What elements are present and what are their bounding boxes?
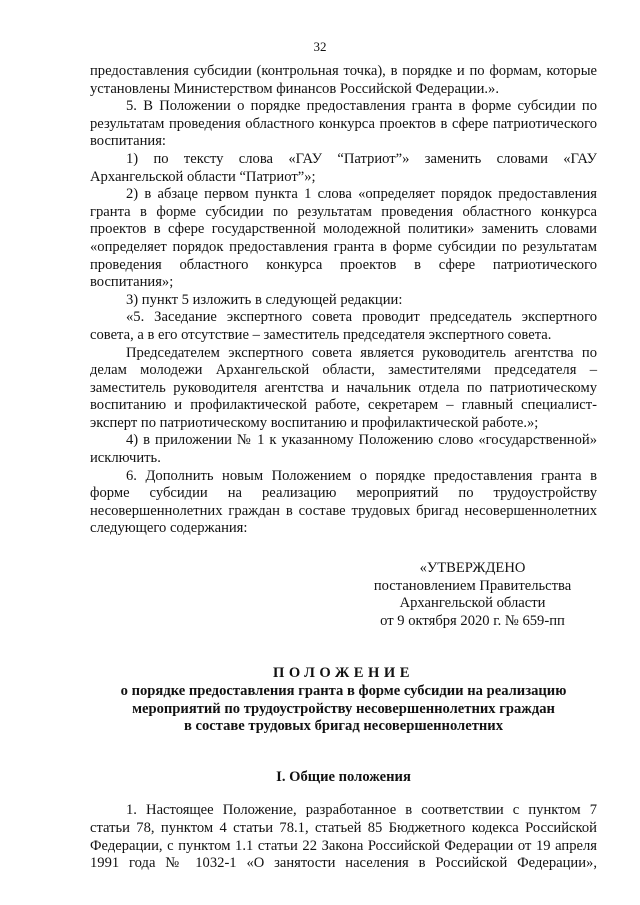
approval-line: Архангельской области [399, 595, 546, 612]
document-subtitle [90, 683, 597, 736]
paragraph: 2) в абзаце первом пункта 1 слова «определяет порядок предоставления гранта в форме субсидии по результатам проведения областного конкурса проектов в сфере государственной молодежной политики» заменить словами «определяет порядок предоставления гранта в форме субсидии по результатам проведения областного конкурса проектов в сфере патриотического воспитания»; [90, 186, 597, 291]
spacer [90, 786, 597, 802]
subtitle-line: о порядке предоставления гранта в форме субсидии на реализацию [120, 683, 567, 699]
document-title: ПОЛОЖЕНИЕ [273, 665, 414, 682]
paragraph: 6. Дополнить новым Положением о порядке предоставления гранта в форме субсидии на реализацию мероприятий по трудоустройству несовершеннолетних граждан в составе трудовых бригад несовершеннолетних следующего содержания: [90, 467, 597, 537]
subtitle-line: мероприятий по трудоустройству несовершеннолетних граждан [132, 700, 555, 717]
approval-stamp-block [348, 560, 597, 630]
paragraph: 3) пункт 5 изложить в следующей редакции: [126, 291, 403, 308]
approval-line: «УТВЕРЖДЕНО [419, 560, 526, 577]
paragraph: 1) по тексту слова «ГАУ “Патриот”» заменить словами «ГАУ Архангельской области “Патриот”»; [90, 150, 597, 185]
paragraph: «5. Заседание экспертного совета проводит председатель экспертного совета, а в его отсутствие – заместитель председателя экспертного совета. [90, 309, 597, 343]
paragraph: 5. В Положении о порядке предоставления гранта в форме субсидии по результатам проведения областного конкурса проектов в сфере патриотического воспитания: [90, 98, 597, 150]
subtitle-line: в составе трудовых бригад несовершеннолетних [183, 718, 503, 735]
section-heading: I. Общие положения [276, 768, 411, 785]
paragraph: Председателем экспертного совета является руководитель агентства по делам молодежи Архангельской области, заместителями председателя – заместитель руководителя агентства и начальник отдела по патриотическому воспитанию и профилактической работе, секретарем – главный специалист-эксперт по патриотическому воспитанию и профилактической работе.»; [90, 344, 597, 431]
document-body [90, 63, 597, 873]
paragraph: 4) в приложении № 1 к указанному Положению слово «государственной» исключить. [90, 432, 597, 467]
approval-line: от 9 октября 2020 г. № 659-пп [380, 612, 565, 629]
approval-line: постановлением Правительства [373, 577, 572, 594]
paragraph: предоставления субсидии (контрольная точка), в порядке и по формам, которые установлены Министерством финансов Российской Федерации.». [90, 63, 597, 97]
paragraph: 1. Настоящее Положение, разработанное в соответствии с пунктом 7 статьи 78, пунктом 4 статьи 78.1, статьей 85 Бюджетного кодекса Российской Федерации, с пунктом 1.1 статьи 22 Закона Российской Федерации от 19 апреля 1991 года № 1032-1 «О занятости населения в Российской Федерации», [90, 802, 597, 872]
page-number: 32 [313, 39, 327, 54]
